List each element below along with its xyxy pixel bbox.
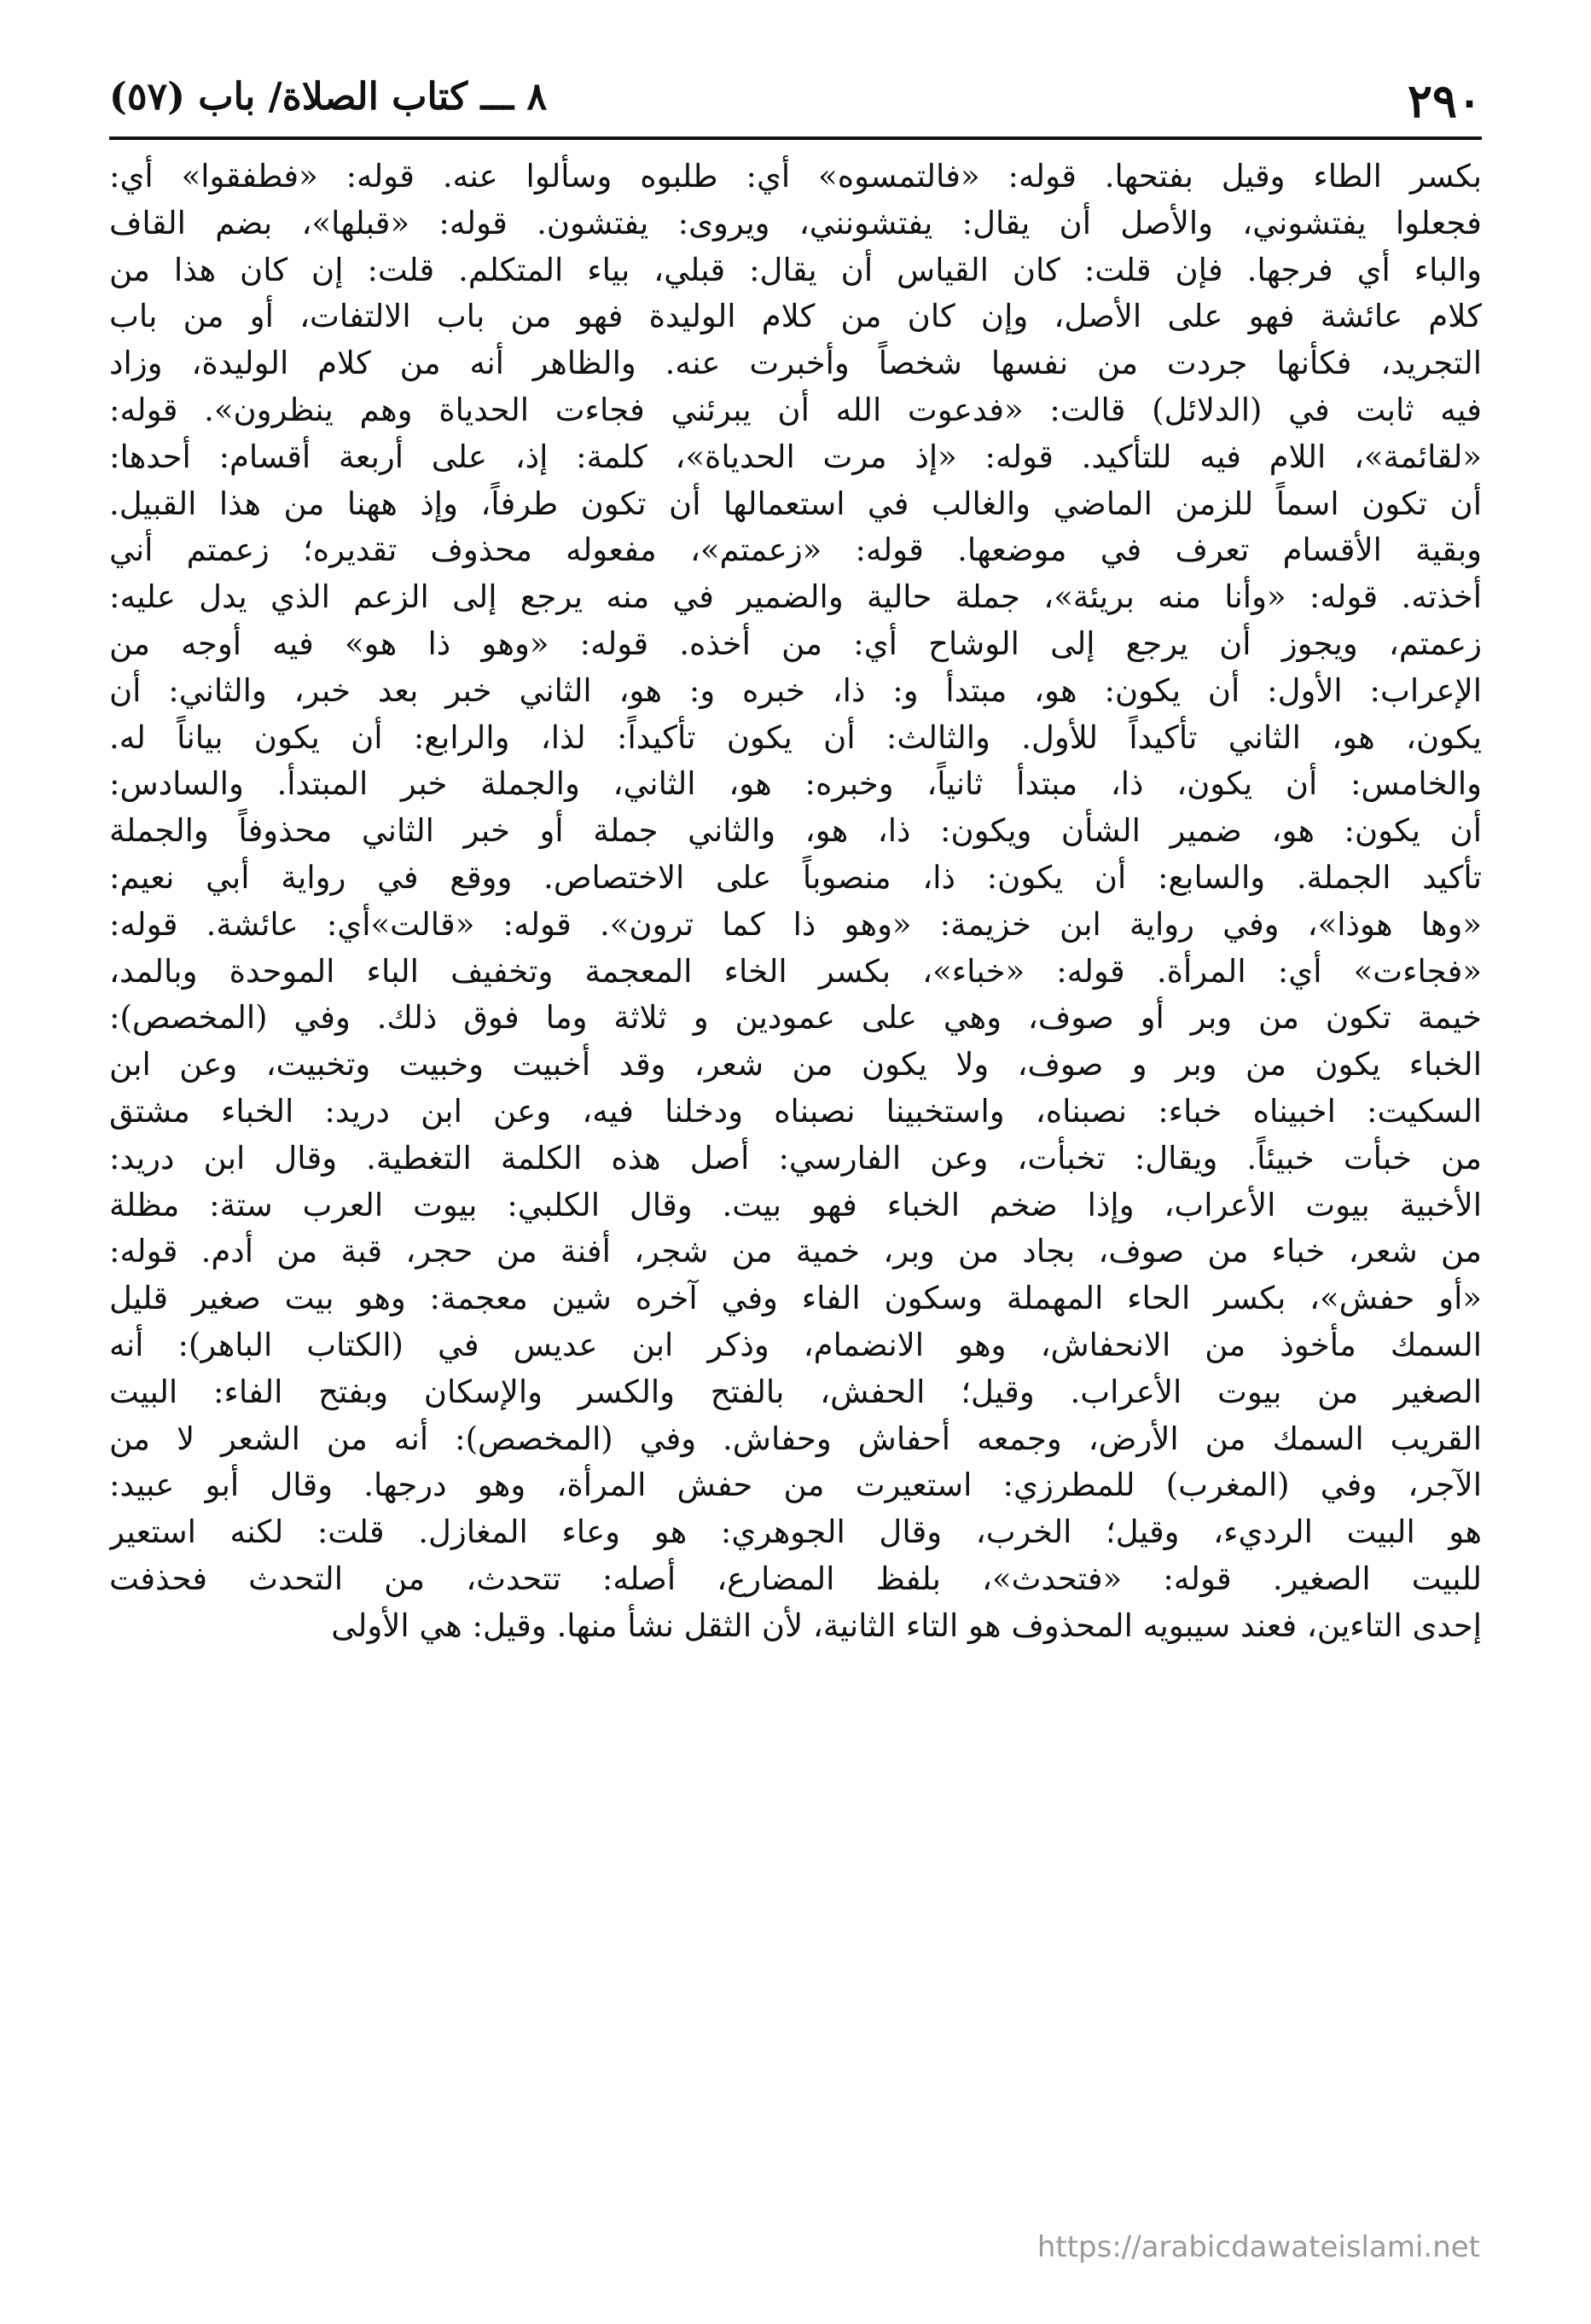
text-line: من شعر، خباء من صوف، بجاد من وبر، خمية من شجر، أفنة من حجر، قبة من أدم. قوله: (109, 1233, 1482, 1270)
text-line: وبقية الأقسام تعرف في موضعها. قوله: «زعمتم»، مفعوله محذوف تقديره؛ زعمتم أني (109, 532, 1482, 569)
text-line: أن تكون اسماً للزمن الماضي والغالب في استعمالها أن تكون طرفاً، وإذ ههنا من هذا القبيل. (109, 485, 1482, 522)
text-line: إحدى التاءين، فعند سيبويه المحذوف هو التاء الثانية، لأن الثقل نشأ منها. وقيل: هي الأولى (331, 1606, 1482, 1644)
header-rule (109, 137, 1482, 140)
text-line: فجعلوا يفتشوني، والأصل أن يقال: يفتشونني، ويروى: يفتشون. قوله: «قبلها»، بضم القاف (109, 204, 1482, 241)
text-line: «وها هوذا»، وفي رواية ابن خزيمة: «وهو ذا كما ترون». قوله: «قالت»أي: عائشة. قوله: (109, 905, 1482, 943)
text-line: والخامس: أن يكون، ذا، مبتدأ ثانياً، وخبره: هو، الثاني، والجملة خبر المبتدأ. والسادس: (109, 765, 1482, 803)
text-line: أخذته. قوله: «وأنا منه بريئة»، جملة حالية والضمير في منه يرجع إلى الزعم الذي يدل عليه: (109, 578, 1482, 616)
text-line: الآجر، وفي (المغرب) للمطرزي: استعيرت من حفش المرأة، وهو درجها. وقال أبو عبيد: (109, 1467, 1482, 1504)
text-line: كلام عائشة فهو على الأصل، وإن كان من كلام الوليدة فهو من باب الالتفات، أو من باب (109, 298, 1482, 335)
page-number: ٢٩٠ (1407, 73, 1482, 128)
text-line: «فجاءت» أي: المرأة. قوله: «خباء»، بكسر الخاء المعجمة وتخفيف الباء الموحدة وبالمد، (109, 952, 1482, 990)
text-line: السكيت: اخبيناه خباء: نصبناه، واستخبينا نصبناه ودخلنا فيه، وعن ابن دريد: الخباء مشتق (109, 1092, 1482, 1130)
text-line: الخباء يكون من وبر و صوف، ولا يكون من شعر، وقد أخبيت وخبيت وتخبيت، وعن ابن (109, 1046, 1482, 1084)
text-line: من خبأت خبيئاً. ويقال: تخبأت، وعن الفارسي: أصل هذه الكلمة التغطية. وقال ابن دريد: (109, 1139, 1482, 1177)
body-text (109, 154, 1482, 1650)
text-line: القريب السمك من الأرض، وجمعه أحفاش وحفاش. وفي (المخصص): أنه من الشعر لا من (109, 1420, 1482, 1457)
text-line: التجريد، فكأنها جردت من نفسها شخصاً وأخبرت عنه. والظاهر أنه من كلام الوليدة، وزاد (109, 345, 1482, 382)
text-line: هو البيت الرديء، وقيل؛ الخرب، وقال الجوهري: هو وعاء المغازل. قلت: لكنه استعير (109, 1514, 1482, 1551)
text-line: «أو حفش»، بكسر الحاء المهملة وسكون الفاء وفي آخره شين معجمة: وهو بيت صغير قليل (109, 1280, 1482, 1317)
page-header (109, 67, 1482, 142)
text-line: للبيت الصغير. قوله: «فتحدث»، بلفظ المضارع، أصله: تتحدث، من التحدث فحذفت (109, 1560, 1482, 1597)
watermark-url: https://arabicdawateislami.net (1036, 2230, 1480, 2264)
text-line: يكون، هو، الثاني تأكيداً للأول. والثالث: أن يكون تأكيداً: لذا، والرابع: أن يكون بياناً له. (109, 718, 1482, 756)
running-head: ٨ ـــ كتاب الصلاة/ باب (٥٧) (109, 75, 548, 119)
text-line: تأكيد الجملة. والسابع: أن يكون: ذا، منصوباً على الاختصاص. ووقع في رواية أبي نعيم: (109, 858, 1482, 896)
text-line: فيه ثابت في (الدلائل) قالت: «فدعوت الله أن يبرئني فجاءت الحدياة وهم ينظرون». قوله: (109, 391, 1482, 428)
text-line: أن يكون: هو، ضمير الشأن ويكون: ذا، هو، والثاني جملة أو خبر الثاني محذوفاً والجملة (109, 812, 1482, 850)
text-line: «لقائمة»، اللام فيه للتأكيد. قوله: «إذ مرت الحدياة»، كلمة: إذ، على أربعة أقسام: أحدها: (109, 438, 1482, 475)
text-line: زعمتم، ويجوز أن يرجع إلى الوشاح أي: من أخذه. قوله: «وهو ذا هو» فيه أوجه من (109, 625, 1482, 662)
text-line: الصغير من بيوت الأعراب. وقيل؛ الحفش، بالفتح والكسر والإسكان وبفتح الفاء: البيت (109, 1373, 1482, 1410)
text-line: والباء أي فرجها. فإن قلت: كان القياس أن يقال: قبلي، بياء المتكلم. قلت: إن كان هذا من (109, 251, 1482, 288)
text-line: السمك مأخوذ من الانحفاش، وهو الانضمام، وذكر ابن عديس في (الكتاب الباهر): أنه (109, 1326, 1482, 1363)
text-line: الإعراب: الأول: أن يكون: هو، مبتدأ و: ذا، خبره و: هو، الثاني خبر بعد خبر، والثاني: أن (109, 671, 1482, 709)
text-line: بكسر الطاء وقيل بفتحها. قوله: «فالتمسوه» أي: طلبوه وسألوا عنه. قوله: «فطفقوا» أي: (109, 158, 1482, 195)
text-line: الأخبية بيوت الأعراب، وإذا ضخم الخباء فهو بيت. وقال الكلبي: بيوت العرب ستة: مظلة (109, 1186, 1482, 1223)
text-line: خيمة تكون من وبر أو صوف، وهي على عمودين و ثلاثة وما فوق ذلك. وفي (المخصص): (109, 999, 1482, 1037)
